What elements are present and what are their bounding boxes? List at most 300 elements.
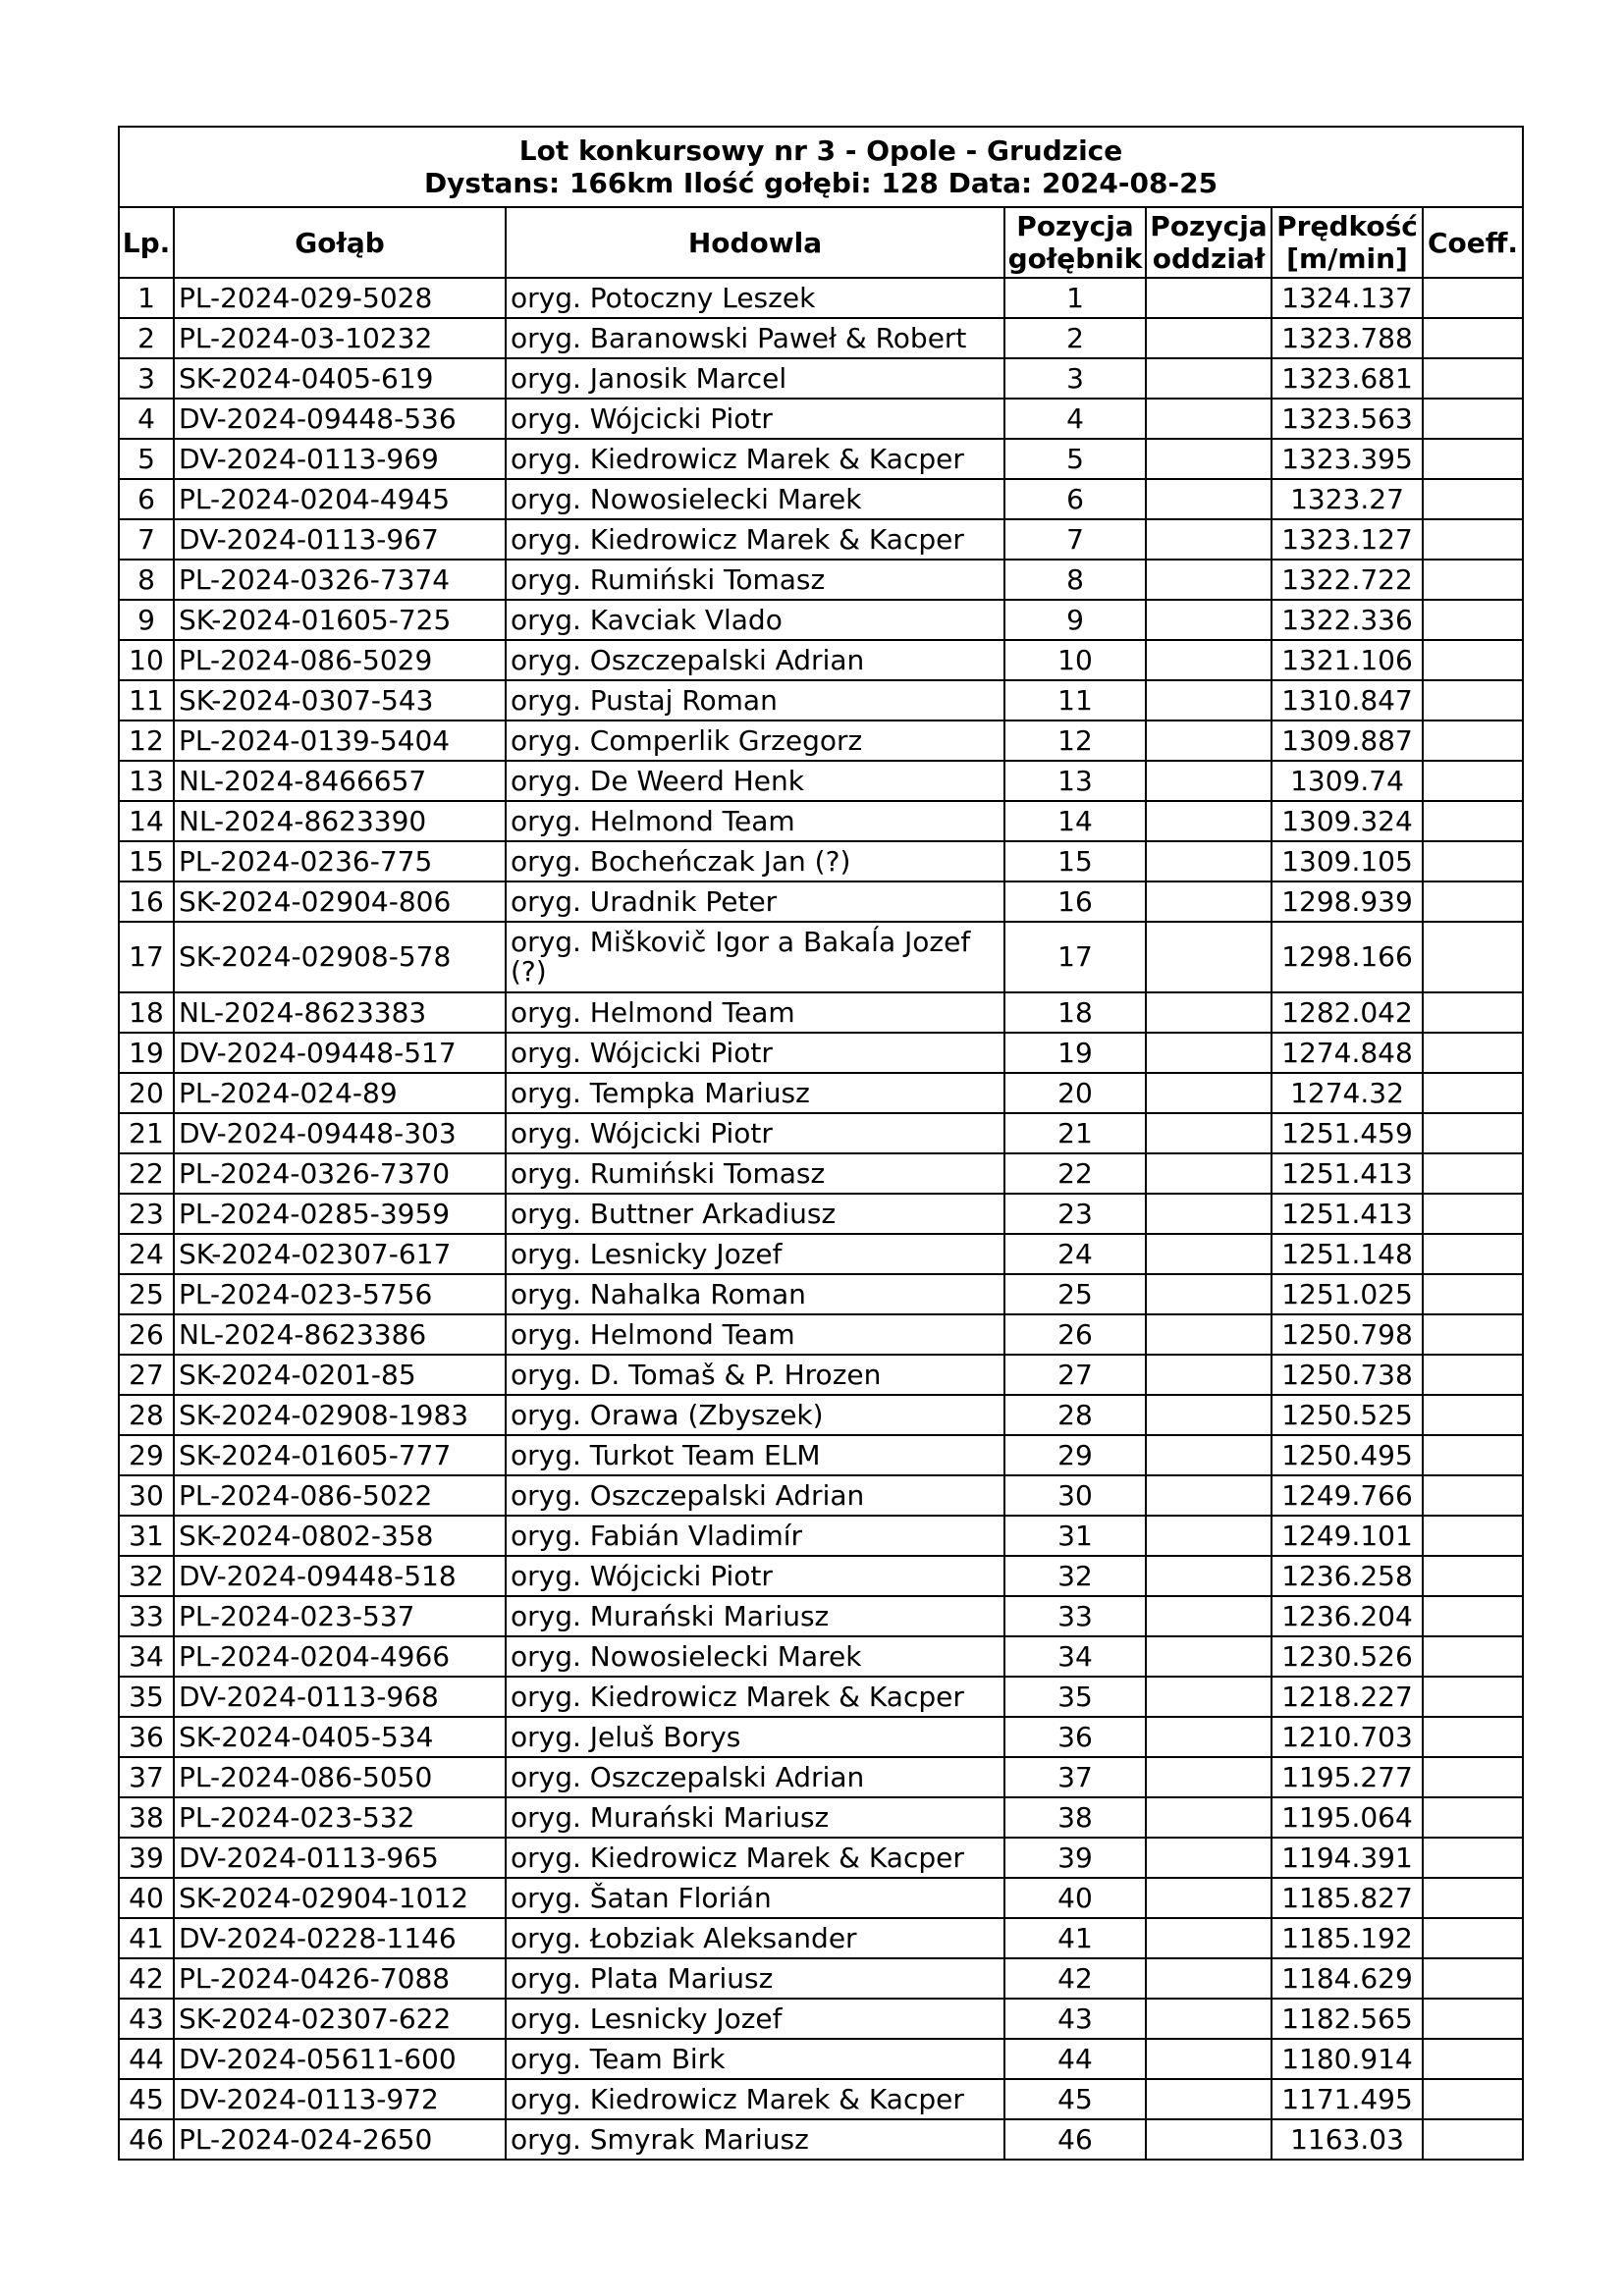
cell-pozycja-golebnik: 32 bbox=[1004, 1556, 1146, 1596]
cell-lp: 19 bbox=[119, 1033, 174, 1073]
cell-coeff bbox=[1423, 640, 1523, 680]
column-header-row bbox=[119, 207, 1523, 278]
table-row bbox=[119, 1274, 1523, 1314]
cell-ring-number: DV-2024-0113-968 bbox=[174, 1677, 506, 1717]
col-header-pozycja-golebnik bbox=[1004, 207, 1146, 278]
cell-lp: 15 bbox=[119, 841, 174, 881]
cell-lp: 6 bbox=[119, 479, 174, 519]
cell-hodowla: oryg. Buttner Arkadiusz bbox=[506, 1194, 1004, 1234]
cell-ring-number: PL-2024-0326-7370 bbox=[174, 1153, 506, 1194]
cell-hodowla: oryg. Rumiński Tomasz bbox=[506, 1153, 1004, 1194]
cell-ring-number: DV-2024-0228-1146 bbox=[174, 1918, 506, 1958]
cell-coeff bbox=[1423, 278, 1523, 318]
cell-hodowla: oryg. Potoczny Leszek bbox=[506, 278, 1004, 318]
cell-ring-number: SK-2024-02904-1012 bbox=[174, 1878, 506, 1918]
cell-pozycja-oddzial bbox=[1146, 922, 1272, 992]
cell-pozycja-oddzial bbox=[1146, 1194, 1272, 1234]
cell-coeff bbox=[1423, 1395, 1523, 1435]
cell-predkosc: 1251.148 bbox=[1272, 1234, 1423, 1274]
cell-pozycja-oddzial bbox=[1146, 1838, 1272, 1878]
cell-ring-number: PL-2024-03-10232 bbox=[174, 318, 506, 358]
col-header-predkosc-line2: [m/min] bbox=[1286, 242, 1408, 275]
cell-pozycja-golebnik: 12 bbox=[1004, 721, 1146, 761]
cell-coeff bbox=[1423, 519, 1523, 560]
table-body bbox=[119, 278, 1523, 2160]
cell-lp: 28 bbox=[119, 1395, 174, 1435]
cell-predkosc: 1310.847 bbox=[1272, 680, 1423, 721]
cell-pozycja-oddzial bbox=[1146, 1797, 1272, 1838]
cell-coeff bbox=[1423, 721, 1523, 761]
cell-hodowla: oryg. Nahalka Roman bbox=[506, 1274, 1004, 1314]
table-row bbox=[119, 2119, 1523, 2160]
cell-pozycja-golebnik: 26 bbox=[1004, 1314, 1146, 1355]
cell-coeff bbox=[1423, 1033, 1523, 1073]
cell-coeff bbox=[1423, 992, 1523, 1033]
cell-coeff bbox=[1423, 399, 1523, 439]
cell-lp: 25 bbox=[119, 1274, 174, 1314]
table-row bbox=[119, 1435, 1523, 1475]
cell-predkosc: 1249.101 bbox=[1272, 1516, 1423, 1556]
table-header bbox=[119, 127, 1523, 278]
cell-ring-number: DV-2024-0113-972 bbox=[174, 2079, 506, 2119]
table-row bbox=[119, 2079, 1523, 2119]
cell-predkosc: 1195.277 bbox=[1272, 1757, 1423, 1797]
cell-lp: 35 bbox=[119, 1677, 174, 1717]
cell-ring-number: PL-2024-023-532 bbox=[174, 1797, 506, 1838]
cell-hodowla: oryg. Miškovič Igor a Bakaĺa Jozef (?) bbox=[506, 922, 1004, 992]
cell-ring-number: SK-2024-0201-85 bbox=[174, 1355, 506, 1395]
table-row bbox=[119, 1153, 1523, 1194]
cell-coeff bbox=[1423, 2039, 1523, 2079]
table-row bbox=[119, 1355, 1523, 1395]
cell-lp: 8 bbox=[119, 560, 174, 600]
table-row bbox=[119, 358, 1523, 399]
cell-pozycja-golebnik: 11 bbox=[1004, 680, 1146, 721]
cell-hodowla: oryg. Łobziak Aleksander bbox=[506, 1918, 1004, 1958]
cell-pozycja-oddzial bbox=[1146, 1475, 1272, 1516]
cell-ring-number: SK-2024-0405-534 bbox=[174, 1717, 506, 1757]
table-row bbox=[119, 640, 1523, 680]
cell-lp: 33 bbox=[119, 1596, 174, 1636]
cell-coeff bbox=[1423, 1757, 1523, 1797]
cell-lp: 32 bbox=[119, 1556, 174, 1596]
cell-lp: 34 bbox=[119, 1636, 174, 1677]
cell-coeff bbox=[1423, 841, 1523, 881]
cell-hodowla: oryg. Orawa (Zbyszek) bbox=[506, 1395, 1004, 1435]
cell-pozycja-oddzial bbox=[1146, 1274, 1272, 1314]
cell-pozycja-golebnik: 13 bbox=[1004, 761, 1146, 801]
cell-coeff bbox=[1423, 1717, 1523, 1757]
cell-predkosc: 1251.459 bbox=[1272, 1113, 1423, 1153]
cell-pozycja-golebnik: 16 bbox=[1004, 881, 1146, 922]
cell-predkosc: 1251.413 bbox=[1272, 1153, 1423, 1194]
table-row bbox=[119, 841, 1523, 881]
table-row bbox=[119, 1234, 1523, 1274]
cell-predkosc: 1180.914 bbox=[1272, 2039, 1423, 2079]
cell-coeff bbox=[1423, 1274, 1523, 1314]
cell-hodowla: oryg. Tempka Mariusz bbox=[506, 1073, 1004, 1113]
cell-pozycja-oddzial bbox=[1146, 1516, 1272, 1556]
table-row bbox=[119, 1757, 1523, 1797]
cell-coeff bbox=[1423, 318, 1523, 358]
cell-predkosc: 1323.395 bbox=[1272, 439, 1423, 479]
cell-predkosc: 1230.526 bbox=[1272, 1636, 1423, 1677]
cell-pozycja-oddzial bbox=[1146, 1596, 1272, 1636]
cell-ring-number: DV-2024-09448-303 bbox=[174, 1113, 506, 1153]
table-row bbox=[119, 1958, 1523, 1999]
cell-predkosc: 1322.722 bbox=[1272, 560, 1423, 600]
cell-ring-number: NL-2024-8623386 bbox=[174, 1314, 506, 1355]
table-row bbox=[119, 399, 1523, 439]
table-row bbox=[119, 992, 1523, 1033]
cell-pozycja-oddzial bbox=[1146, 2039, 1272, 2079]
cell-lp: 43 bbox=[119, 1999, 174, 2039]
cell-coeff bbox=[1423, 1958, 1523, 1999]
cell-pozycja-golebnik: 10 bbox=[1004, 640, 1146, 680]
table-row bbox=[119, 1556, 1523, 1596]
title-line-2: Dystans: 166km Ilość gołębi: 128 Data: 2024-08-25 bbox=[423, 167, 1218, 199]
col-header-coeff: Coeff. bbox=[1423, 207, 1523, 278]
cell-hodowla: oryg. Rumiński Tomasz bbox=[506, 560, 1004, 600]
cell-lp: 37 bbox=[119, 1757, 174, 1797]
cell-pozycja-oddzial bbox=[1146, 1033, 1272, 1073]
cell-predkosc: 1274.32 bbox=[1272, 1073, 1423, 1113]
cell-pozycja-oddzial bbox=[1146, 399, 1272, 439]
cell-lp: 36 bbox=[119, 1717, 174, 1757]
cell-predkosc: 1321.106 bbox=[1272, 640, 1423, 680]
cell-hodowla: oryg. Uradnik Peter bbox=[506, 881, 1004, 922]
cell-ring-number: PL-2024-023-5756 bbox=[174, 1274, 506, 1314]
table-row bbox=[119, 801, 1523, 841]
cell-pozycja-oddzial bbox=[1146, 519, 1272, 560]
cell-pozycja-golebnik: 1 bbox=[1004, 278, 1146, 318]
col-header-pozycja-golebnik-line1: Pozycja bbox=[1016, 210, 1134, 242]
cell-pozycja-oddzial bbox=[1146, 1757, 1272, 1797]
cell-ring-number: PL-2024-086-5029 bbox=[174, 640, 506, 680]
cell-hodowla: oryg. Oszczepalski Adrian bbox=[506, 1475, 1004, 1516]
cell-pozycja-oddzial bbox=[1146, 881, 1272, 922]
cell-ring-number: NL-2024-8466657 bbox=[174, 761, 506, 801]
table-row bbox=[119, 761, 1523, 801]
cell-pozycja-oddzial bbox=[1146, 358, 1272, 399]
cell-lp: 30 bbox=[119, 1475, 174, 1516]
table-row bbox=[119, 1033, 1523, 1073]
cell-hodowla: oryg. Nowosielecki Marek bbox=[506, 1636, 1004, 1677]
col-header-lp: Lp. bbox=[119, 207, 174, 278]
cell-lp: 7 bbox=[119, 519, 174, 560]
table-row bbox=[119, 1636, 1523, 1677]
cell-pozycja-golebnik: 17 bbox=[1004, 922, 1146, 992]
table-row bbox=[119, 560, 1523, 600]
cell-predkosc: 1309.105 bbox=[1272, 841, 1423, 881]
cell-predkosc: 1236.258 bbox=[1272, 1556, 1423, 1596]
cell-ring-number: PL-2024-023-537 bbox=[174, 1596, 506, 1636]
cell-coeff bbox=[1423, 1234, 1523, 1274]
cell-coeff bbox=[1423, 1918, 1523, 1958]
cell-pozycja-golebnik: 35 bbox=[1004, 1677, 1146, 1717]
cell-lp: 9 bbox=[119, 600, 174, 640]
cell-pozycja-golebnik: 22 bbox=[1004, 1153, 1146, 1194]
table-row bbox=[119, 1838, 1523, 1878]
cell-hodowla: oryg. Bocheńczak Jan (?) bbox=[506, 841, 1004, 881]
cell-pozycja-oddzial bbox=[1146, 680, 1272, 721]
cell-pozycja-oddzial bbox=[1146, 640, 1272, 680]
cell-hodowla: oryg. Janosik Marcel bbox=[506, 358, 1004, 399]
title-row bbox=[119, 127, 1523, 207]
cell-hodowla: oryg. Murański Mariusz bbox=[506, 1797, 1004, 1838]
cell-pozycja-oddzial bbox=[1146, 1395, 1272, 1435]
cell-coeff bbox=[1423, 1475, 1523, 1516]
cell-hodowla: oryg. Kiedrowicz Marek & Kacper bbox=[506, 519, 1004, 560]
cell-hodowla: oryg. Team Birk bbox=[506, 2039, 1004, 2079]
cell-ring-number: SK-2024-02307-622 bbox=[174, 1999, 506, 2039]
cell-predkosc: 1195.064 bbox=[1272, 1797, 1423, 1838]
cell-ring-number: PL-2024-024-2650 bbox=[174, 2119, 506, 2160]
cell-coeff bbox=[1423, 1838, 1523, 1878]
cell-coeff bbox=[1423, 1153, 1523, 1194]
table-row bbox=[119, 1918, 1523, 1958]
cell-pozycja-oddzial bbox=[1146, 1999, 1272, 2039]
table-row bbox=[119, 278, 1523, 318]
cell-predkosc: 1218.227 bbox=[1272, 1677, 1423, 1717]
cell-coeff bbox=[1423, 1113, 1523, 1153]
cell-coeff bbox=[1423, 358, 1523, 399]
cell-lp: 26 bbox=[119, 1314, 174, 1355]
table-row bbox=[119, 2039, 1523, 2079]
cell-hodowla: oryg. Smyrak Mariusz bbox=[506, 2119, 1004, 2160]
cell-hodowla: oryg. Kiedrowicz Marek & Kacper bbox=[506, 1838, 1004, 1878]
cell-lp: 14 bbox=[119, 801, 174, 841]
cell-predkosc: 1298.166 bbox=[1272, 922, 1423, 992]
cell-ring-number: PL-2024-086-5050 bbox=[174, 1757, 506, 1797]
cell-ring-number: PL-2024-0285-3959 bbox=[174, 1194, 506, 1234]
table-row bbox=[119, 1475, 1523, 1516]
cell-predkosc: 1185.192 bbox=[1272, 1918, 1423, 1958]
cell-pozycja-oddzial bbox=[1146, 801, 1272, 841]
cell-pozycja-oddzial bbox=[1146, 479, 1272, 519]
cell-hodowla: oryg. Helmond Team bbox=[506, 1314, 1004, 1355]
cell-lp: 20 bbox=[119, 1073, 174, 1113]
col-header-pozycja-oddzial-line2: oddział bbox=[1152, 242, 1266, 275]
cell-pozycja-oddzial bbox=[1146, 278, 1272, 318]
cell-pozycja-golebnik: 43 bbox=[1004, 1999, 1146, 2039]
cell-predkosc: 1163.03 bbox=[1272, 2119, 1423, 2160]
cell-pozycja-oddzial bbox=[1146, 1073, 1272, 1113]
table-row bbox=[119, 881, 1523, 922]
cell-predkosc: 1282.042 bbox=[1272, 992, 1423, 1033]
cell-hodowla: oryg. Lesnicky Jozef bbox=[506, 1234, 1004, 1274]
cell-lp: 21 bbox=[119, 1113, 174, 1153]
cell-pozycja-oddzial bbox=[1146, 2079, 1272, 2119]
cell-pozycja-golebnik: 31 bbox=[1004, 1516, 1146, 1556]
cell-ring-number: SK-2024-01605-777 bbox=[174, 1435, 506, 1475]
cell-hodowla: oryg. Turkot Team ELM bbox=[506, 1435, 1004, 1475]
cell-lp: 13 bbox=[119, 761, 174, 801]
cell-pozycja-golebnik: 33 bbox=[1004, 1596, 1146, 1636]
cell-coeff bbox=[1423, 1516, 1523, 1556]
cell-coeff bbox=[1423, 2079, 1523, 2119]
cell-coeff bbox=[1423, 801, 1523, 841]
cell-pozycja-golebnik: 6 bbox=[1004, 479, 1146, 519]
cell-ring-number: DV-2024-09448-518 bbox=[174, 1556, 506, 1596]
cell-lp: 4 bbox=[119, 399, 174, 439]
cell-lp: 1 bbox=[119, 278, 174, 318]
cell-ring-number: DV-2024-0113-965 bbox=[174, 1838, 506, 1878]
cell-predkosc: 1185.827 bbox=[1272, 1878, 1423, 1918]
cell-lp: 16 bbox=[119, 881, 174, 922]
cell-pozycja-golebnik: 18 bbox=[1004, 992, 1146, 1033]
cell-predkosc: 1249.766 bbox=[1272, 1475, 1423, 1516]
cell-ring-number: PL-2024-0236-775 bbox=[174, 841, 506, 881]
cell-pozycja-oddzial bbox=[1146, 1435, 1272, 1475]
cell-pozycja-golebnik: 39 bbox=[1004, 1838, 1146, 1878]
cell-pozycja-oddzial bbox=[1146, 2119, 1272, 2160]
cell-hodowla: oryg. Wójcicki Piotr bbox=[506, 399, 1004, 439]
cell-ring-number: DV-2024-09448-517 bbox=[174, 1033, 506, 1073]
cell-ring-number: DV-2024-0113-967 bbox=[174, 519, 506, 560]
cell-pozycja-oddzial bbox=[1146, 600, 1272, 640]
cell-hodowla: oryg. Helmond Team bbox=[506, 992, 1004, 1033]
cell-pozycja-golebnik: 41 bbox=[1004, 1918, 1146, 1958]
cell-predkosc: 1274.848 bbox=[1272, 1033, 1423, 1073]
cell-pozycja-oddzial bbox=[1146, 1314, 1272, 1355]
cell-predkosc: 1323.681 bbox=[1272, 358, 1423, 399]
cell-pozycja-golebnik: 15 bbox=[1004, 841, 1146, 881]
cell-coeff bbox=[1423, 439, 1523, 479]
cell-lp: 3 bbox=[119, 358, 174, 399]
cell-hodowla: oryg. Murański Mariusz bbox=[506, 1596, 1004, 1636]
cell-pozycja-golebnik: 19 bbox=[1004, 1033, 1146, 1073]
cell-predkosc: 1324.137 bbox=[1272, 278, 1423, 318]
table-row bbox=[119, 519, 1523, 560]
cell-pozycja-golebnik: 5 bbox=[1004, 439, 1146, 479]
cell-pozycja-oddzial bbox=[1146, 992, 1272, 1033]
cell-pozycja-golebnik: 9 bbox=[1004, 600, 1146, 640]
cell-pozycja-golebnik: 14 bbox=[1004, 801, 1146, 841]
cell-pozycja-oddzial bbox=[1146, 1234, 1272, 1274]
cell-ring-number: PL-2024-0139-5404 bbox=[174, 721, 506, 761]
col-header-golab: Gołąb bbox=[174, 207, 506, 278]
cell-predkosc: 1184.629 bbox=[1272, 1958, 1423, 1999]
cell-predkosc: 1194.391 bbox=[1272, 1838, 1423, 1878]
table-row bbox=[119, 1999, 1523, 2039]
cell-pozycja-golebnik: 4 bbox=[1004, 399, 1146, 439]
table-row bbox=[119, 922, 1523, 992]
cell-coeff bbox=[1423, 922, 1523, 992]
cell-lp: 18 bbox=[119, 992, 174, 1033]
table-row bbox=[119, 1516, 1523, 1556]
cell-hodowla: oryg. Wójcicki Piotr bbox=[506, 1556, 1004, 1596]
cell-pozycja-golebnik: 44 bbox=[1004, 2039, 1146, 2079]
cell-lp: 44 bbox=[119, 2039, 174, 2079]
cell-predkosc: 1323.788 bbox=[1272, 318, 1423, 358]
cell-coeff bbox=[1423, 1596, 1523, 1636]
cell-pozycja-oddzial bbox=[1146, 1556, 1272, 1596]
col-header-hodowla: Hodowla bbox=[506, 207, 1004, 278]
cell-pozycja-golebnik: 37 bbox=[1004, 1757, 1146, 1797]
table-row bbox=[119, 1314, 1523, 1355]
cell-coeff bbox=[1423, 761, 1523, 801]
cell-hodowla: oryg. Helmond Team bbox=[506, 801, 1004, 841]
cell-lp: 27 bbox=[119, 1355, 174, 1395]
cell-lp: 38 bbox=[119, 1797, 174, 1838]
cell-predkosc: 1182.565 bbox=[1272, 1999, 1423, 2039]
cell-predkosc: 1298.939 bbox=[1272, 881, 1423, 922]
cell-pozycja-oddzial bbox=[1146, 841, 1272, 881]
cell-coeff bbox=[1423, 560, 1523, 600]
cell-coeff bbox=[1423, 1556, 1523, 1596]
cell-coeff bbox=[1423, 600, 1523, 640]
cell-pozycja-oddzial bbox=[1146, 721, 1272, 761]
cell-ring-number: NL-2024-8623383 bbox=[174, 992, 506, 1033]
col-header-pozycja-oddzial bbox=[1146, 207, 1272, 278]
cell-pozycja-oddzial bbox=[1146, 761, 1272, 801]
cell-hodowla: oryg. Kiedrowicz Marek & Kacper bbox=[506, 439, 1004, 479]
cell-lp: 40 bbox=[119, 1878, 174, 1918]
cell-predkosc: 1171.495 bbox=[1272, 2079, 1423, 2119]
table-row bbox=[119, 680, 1523, 721]
cell-coeff bbox=[1423, 1636, 1523, 1677]
cell-lp: 12 bbox=[119, 721, 174, 761]
cell-ring-number: SK-2024-02307-617 bbox=[174, 1234, 506, 1274]
cell-predkosc: 1250.738 bbox=[1272, 1355, 1423, 1395]
cell-coeff bbox=[1423, 2119, 1523, 2160]
cell-coeff bbox=[1423, 1999, 1523, 2039]
cell-lp: 29 bbox=[119, 1435, 174, 1475]
cell-coeff bbox=[1423, 1435, 1523, 1475]
cell-hodowla: oryg. Plata Mariusz bbox=[506, 1958, 1004, 1999]
cell-ring-number: PL-2024-0204-4945 bbox=[174, 479, 506, 519]
cell-lp: 31 bbox=[119, 1516, 174, 1556]
cell-lp: 2 bbox=[119, 318, 174, 358]
cell-pozycja-golebnik: 38 bbox=[1004, 1797, 1146, 1838]
cell-pozycja-golebnik: 28 bbox=[1004, 1395, 1146, 1435]
cell-pozycja-golebnik: 20 bbox=[1004, 1073, 1146, 1113]
cell-coeff bbox=[1423, 1194, 1523, 1234]
cell-coeff bbox=[1423, 1355, 1523, 1395]
cell-pozycja-oddzial bbox=[1146, 318, 1272, 358]
table-row bbox=[119, 1717, 1523, 1757]
cell-lp: 11 bbox=[119, 680, 174, 721]
cell-lp: 23 bbox=[119, 1194, 174, 1234]
table-row bbox=[119, 1113, 1523, 1153]
col-header-predkosc bbox=[1272, 207, 1423, 278]
cell-ring-number: PL-2024-0204-4966 bbox=[174, 1636, 506, 1677]
cell-hodowla: oryg. Kiedrowicz Marek & Kacper bbox=[506, 2079, 1004, 2119]
cell-pozycja-golebnik: 24 bbox=[1004, 1234, 1146, 1274]
cell-hodowla: oryg. De Weerd Henk bbox=[506, 761, 1004, 801]
cell-coeff bbox=[1423, 1314, 1523, 1355]
cell-ring-number: PL-2024-029-5028 bbox=[174, 278, 506, 318]
cell-lp: 24 bbox=[119, 1234, 174, 1274]
cell-ring-number: DV-2024-09448-536 bbox=[174, 399, 506, 439]
cell-lp: 17 bbox=[119, 922, 174, 992]
cell-pozycja-oddzial bbox=[1146, 1636, 1272, 1677]
table-row bbox=[119, 600, 1523, 640]
cell-pozycja-golebnik: 21 bbox=[1004, 1113, 1146, 1153]
cell-pozycja-oddzial bbox=[1146, 1918, 1272, 1958]
cell-pozycja-golebnik: 3 bbox=[1004, 358, 1146, 399]
table-row bbox=[119, 479, 1523, 519]
cell-pozycja-golebnik: 23 bbox=[1004, 1194, 1146, 1234]
cell-pozycja-oddzial bbox=[1146, 439, 1272, 479]
cell-coeff bbox=[1423, 680, 1523, 721]
cell-coeff bbox=[1423, 1677, 1523, 1717]
cell-hodowla: oryg. Baranowski Paweł & Robert bbox=[506, 318, 1004, 358]
cell-hodowla: oryg. Wójcicki Piotr bbox=[506, 1033, 1004, 1073]
cell-hodowla: oryg. Kiedrowicz Marek & Kacper bbox=[506, 1677, 1004, 1717]
col-header-predkosc-line1: Prędkość bbox=[1276, 210, 1418, 242]
